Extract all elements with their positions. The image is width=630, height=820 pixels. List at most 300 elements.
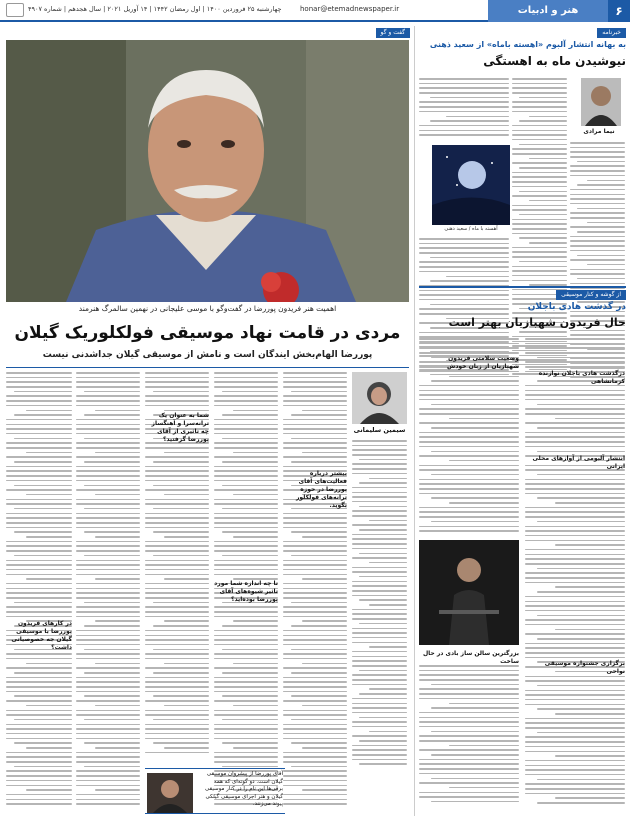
text-line: [14, 391, 72, 393]
text-line: [145, 616, 209, 618]
text-line: [302, 452, 347, 454]
text-line: [145, 522, 209, 524]
text-line: [291, 438, 347, 440]
text-line: [369, 562, 408, 564]
text-line: [76, 442, 140, 444]
text-line: [525, 343, 625, 345]
text-line: [233, 452, 278, 454]
text-line: [369, 604, 408, 606]
text-line: [6, 475, 72, 477]
text-line: [95, 789, 140, 791]
text-line: [587, 180, 626, 182]
text-line: [419, 299, 509, 301]
text-line: [164, 663, 209, 665]
text-line: [145, 400, 209, 402]
text-line: [537, 708, 625, 710]
text-line: [153, 485, 209, 487]
text-line: [6, 381, 72, 383]
text-line: [512, 228, 567, 230]
text-line: [283, 775, 347, 777]
text-line: [283, 653, 347, 655]
text-line: [145, 583, 209, 585]
text-line: [283, 677, 347, 679]
text-line: [430, 280, 509, 282]
text-line: [525, 441, 625, 443]
text-line: [214, 545, 278, 547]
text-line: [359, 717, 407, 719]
text-line: [525, 727, 625, 729]
text-line: [84, 649, 140, 651]
text-line: [359, 740, 407, 742]
text-line: [84, 625, 140, 627]
text-line: [283, 424, 347, 426]
text-line: [352, 613, 407, 615]
text-line: [6, 456, 72, 458]
text-line: [6, 550, 72, 552]
text-line: [145, 480, 209, 482]
text-line: [214, 522, 278, 524]
text-line: [76, 611, 140, 613]
text-line: [570, 212, 625, 214]
text-line: [431, 474, 519, 476]
text-line: [76, 527, 140, 529]
article-column-6: [6, 372, 72, 810]
news-item-3: انتشار آلبومی از آوازهای محلی ایرانی: [532, 455, 625, 470]
performer-photo: [419, 540, 519, 645]
text-line: [525, 507, 625, 509]
text-line: [14, 485, 72, 487]
text-line: [525, 558, 625, 560]
text-line: [352, 759, 407, 761]
text-line: [352, 543, 407, 545]
text-line: [214, 710, 278, 712]
text-line: [525, 549, 625, 551]
text-line: [76, 447, 140, 449]
text-line: [525, 774, 625, 776]
text-line: [419, 87, 509, 89]
text-line: [95, 663, 140, 665]
text-line: [6, 428, 72, 430]
text-line: [570, 170, 625, 172]
text-line: [6, 522, 72, 524]
text-line: [6, 686, 72, 688]
text-line: [577, 161, 625, 163]
text-line: [76, 761, 140, 763]
text-line: [419, 371, 519, 373]
text-line: [512, 280, 567, 282]
text-line: [84, 672, 140, 674]
text-line: [283, 785, 347, 787]
text-line: [76, 550, 140, 552]
text-line: [76, 433, 140, 435]
question-3: تا چه اندازه شما مورد تاثیر شیوه‌های آقای پوررضا بوده‌اید؟: [214, 580, 278, 603]
text-line: [84, 485, 140, 487]
text-line: [6, 499, 72, 501]
text-line: [76, 653, 140, 655]
text-line: [76, 480, 140, 482]
text-line: [76, 503, 140, 505]
text-line: [76, 588, 140, 590]
text-line: [153, 649, 209, 651]
text-line: [419, 688, 519, 690]
text-line: [291, 602, 347, 604]
text-line: [6, 738, 72, 740]
text-line: [84, 555, 140, 557]
text-line: [153, 719, 209, 721]
sidebar-bottom-title: حال فریدون شهبازیان بهتر است: [448, 316, 626, 329]
text-line: [537, 685, 625, 687]
text-line: [352, 665, 407, 667]
text-line: [431, 731, 519, 733]
sidebar-bottom-col-2b: [419, 665, 519, 810]
text-line: [84, 508, 140, 510]
text-line: [419, 507, 519, 509]
text-line: [14, 766, 72, 768]
text-line: [76, 489, 140, 491]
text-line: [525, 366, 625, 368]
text-line: [76, 475, 140, 477]
text-line: [291, 742, 347, 744]
text-line: [283, 611, 347, 613]
text-line: [525, 554, 625, 556]
text-line: [214, 630, 278, 632]
text-line: [512, 153, 567, 155]
text-line: [512, 219, 567, 221]
text-line: [449, 703, 519, 705]
text-line: [145, 611, 209, 613]
text-line: [512, 125, 567, 127]
text-line: [76, 616, 140, 618]
text-line: [222, 414, 278, 416]
text-line: [164, 410, 209, 412]
text-line: [283, 691, 347, 693]
text-line: [302, 747, 347, 749]
text-line: [519, 237, 567, 239]
text-line: [76, 428, 140, 430]
text-line: [525, 446, 625, 448]
text-line: [214, 724, 278, 726]
section-email[interactable]: honar@etemadnewspaper.ir: [300, 5, 400, 13]
text-line: [214, 714, 278, 716]
text-line: [587, 264, 626, 266]
sidebar-divider: [419, 286, 626, 288]
text-line: [352, 534, 407, 536]
text-line: [145, 447, 209, 449]
text-line: [84, 531, 140, 533]
text-line: [283, 405, 347, 407]
text-line: [525, 633, 625, 635]
text-line: [291, 672, 347, 674]
text-line: [233, 705, 278, 707]
text-line: [233, 410, 278, 412]
text-line: [214, 381, 278, 383]
text-line: [512, 270, 567, 272]
divider: [6, 367, 409, 368]
text-line: [76, 803, 140, 805]
text-line: [519, 214, 567, 216]
text-line: [352, 524, 407, 526]
text-line: [214, 377, 278, 379]
text-line: [359, 670, 407, 672]
text-line: [419, 101, 509, 103]
text-line: [153, 555, 209, 557]
text-line: [214, 686, 278, 688]
text-line: [512, 134, 567, 136]
text-line: [283, 442, 347, 444]
text-line: [352, 674, 407, 676]
text-line: [164, 620, 209, 622]
text-line: [145, 635, 209, 637]
text-line: [145, 606, 209, 608]
text-line: [6, 527, 72, 529]
text-line: [283, 400, 347, 402]
text-line: [352, 642, 407, 644]
text-line: [95, 620, 140, 622]
text-line: [352, 703, 407, 705]
text-line: [419, 266, 509, 268]
text-line: [6, 564, 72, 566]
text-line: [555, 544, 625, 546]
text-line: [449, 376, 519, 378]
text-line: [214, 616, 278, 618]
text-line: [419, 768, 519, 770]
text-line: [419, 290, 509, 292]
text-line: [214, 569, 278, 571]
text-line: [95, 452, 140, 454]
text-line: [76, 724, 140, 726]
text-line: [419, 385, 519, 387]
text-line: [419, 483, 519, 485]
text-line: [76, 714, 140, 716]
text-line: [145, 597, 209, 599]
text-line: [537, 427, 625, 429]
text-line: [145, 386, 209, 388]
text-line: [525, 413, 625, 415]
text-line: [76, 681, 140, 683]
text-line: [291, 555, 347, 557]
text-line: [419, 679, 519, 681]
text-line: [577, 278, 625, 280]
sidebar-top-author: نیما مرادی: [583, 128, 615, 135]
text-line: [419, 469, 519, 471]
text-line: [14, 531, 72, 533]
text-line: [419, 78, 509, 80]
text-line: [214, 541, 278, 543]
section-title: هنر و ادبیات: [488, 0, 608, 22]
text-line: [283, 710, 347, 712]
text-line: [419, 134, 509, 136]
text-line: [164, 452, 209, 454]
text-line: [214, 611, 278, 613]
sidebar-top-tag: خبرنامه: [597, 28, 626, 38]
question-4: در کارهای فریدون پوررضا با موسیقی گیلان جه خصوصیاتی داشت؟: [11, 620, 72, 651]
text-line: [214, 761, 278, 763]
text-line: [84, 461, 140, 463]
text-line: [512, 139, 567, 141]
text-line: [214, 658, 278, 660]
text-line: [26, 452, 72, 454]
text-line: [352, 501, 407, 503]
text-line: [222, 695, 278, 697]
text-line: [145, 517, 209, 519]
text-line: [214, 756, 278, 758]
text-line: [145, 550, 209, 552]
text-line: [352, 707, 407, 709]
text-line: [352, 510, 407, 512]
text-line: [283, 456, 347, 458]
text-line: [283, 466, 347, 468]
text-line: [6, 681, 72, 683]
text-line: [76, 592, 140, 594]
text-line: [283, 381, 347, 383]
text-line: [6, 611, 72, 613]
text-line: [419, 343, 519, 345]
text-line: [352, 487, 407, 489]
text-line: [26, 578, 72, 580]
text-line: [283, 686, 347, 688]
text-line: [283, 545, 347, 547]
text-line: [145, 545, 209, 547]
text-line: [419, 749, 519, 751]
text-line: [6, 592, 72, 594]
text-line: [525, 694, 625, 696]
text-line: [6, 377, 72, 379]
text-line: [76, 606, 140, 608]
text-line: [291, 766, 347, 768]
text-line: [419, 294, 509, 296]
text-line: [352, 749, 407, 751]
text-line: [291, 695, 347, 697]
text-line: [6, 541, 72, 543]
text-line: [525, 479, 625, 481]
text-line: [283, 395, 347, 397]
text-line: [419, 243, 509, 245]
text-line: [570, 175, 625, 177]
text-line: [512, 209, 567, 211]
text-line: [431, 380, 519, 382]
text-line: [214, 691, 278, 693]
text-line: [145, 738, 209, 740]
album-label: آهسته با ماه / سعید ذهنی: [444, 226, 498, 232]
text-line: [6, 405, 72, 407]
text-line: [291, 625, 347, 627]
text-line: [222, 438, 278, 440]
text-line: [419, 735, 519, 737]
author-name: سیمین سلیمانی: [353, 426, 406, 434]
text-line: [449, 745, 519, 747]
text-line: [352, 492, 407, 494]
text-line: [283, 681, 347, 683]
text-line: [283, 667, 347, 669]
text-line: [153, 531, 209, 533]
text-line: [6, 466, 72, 468]
text-line: [214, 606, 278, 608]
text-line: [352, 721, 407, 723]
sidebar-bottom-col-1: [525, 338, 625, 810]
text-line: [76, 569, 140, 571]
text-line: [84, 414, 140, 416]
text-line: [145, 588, 209, 590]
text-line: [525, 390, 625, 392]
text-line: [352, 609, 407, 611]
text-line: [525, 741, 625, 743]
text-line: [419, 488, 519, 490]
text-line: [570, 194, 625, 196]
text-line: [537, 732, 625, 734]
text-line: [352, 581, 407, 583]
text-line: [352, 463, 407, 465]
text-line: [214, 447, 278, 449]
text-line: [570, 156, 625, 158]
text-line: [291, 414, 347, 416]
text-line: [359, 553, 407, 555]
text-line: [512, 195, 567, 197]
text-line: [145, 395, 209, 397]
text-line: [214, 419, 278, 421]
text-line: [525, 516, 625, 518]
text-line: [431, 404, 519, 406]
pull-quote-box: [145, 768, 285, 814]
text-line: [419, 394, 519, 396]
text-line: [14, 508, 72, 510]
text-line: [419, 763, 519, 765]
text-line: [153, 695, 209, 697]
text-line: [369, 646, 408, 648]
text-line: [95, 494, 140, 496]
text-line: [419, 352, 519, 354]
text-line: [6, 700, 72, 702]
text-line: [529, 200, 568, 202]
text-line: [14, 414, 72, 416]
text-line: [555, 797, 625, 799]
text-line: [76, 513, 140, 515]
text-line: [419, 408, 519, 410]
text-line: [570, 283, 625, 285]
text-line: [283, 738, 347, 740]
text-line: [537, 357, 625, 359]
text-line: [570, 189, 625, 191]
text-line: [283, 639, 347, 641]
text-line: [519, 97, 567, 99]
text-line: [537, 474, 625, 476]
text-line: [302, 578, 347, 580]
text-line: [76, 377, 140, 379]
text-line: [283, 658, 347, 660]
text-line: [419, 479, 519, 481]
text-line: [153, 742, 209, 744]
text-line: [537, 497, 625, 499]
text-line: [419, 130, 509, 132]
text-line: [164, 705, 209, 707]
author-photo: [352, 372, 407, 424]
text-line: [214, 653, 278, 655]
text-line: [512, 130, 567, 132]
text-line: [153, 672, 209, 674]
text-line: [512, 101, 567, 103]
text-line: [525, 652, 625, 654]
text-line: [145, 456, 209, 458]
text-line: [145, 710, 209, 712]
text-line: [6, 794, 72, 796]
text-line: [512, 148, 567, 150]
text-line: [419, 261, 509, 263]
text-line: [529, 116, 568, 118]
text-line: [570, 198, 625, 200]
text-line: [302, 789, 347, 791]
text-line: [570, 147, 625, 149]
text-line: [153, 461, 209, 463]
text-line: [352, 454, 407, 456]
